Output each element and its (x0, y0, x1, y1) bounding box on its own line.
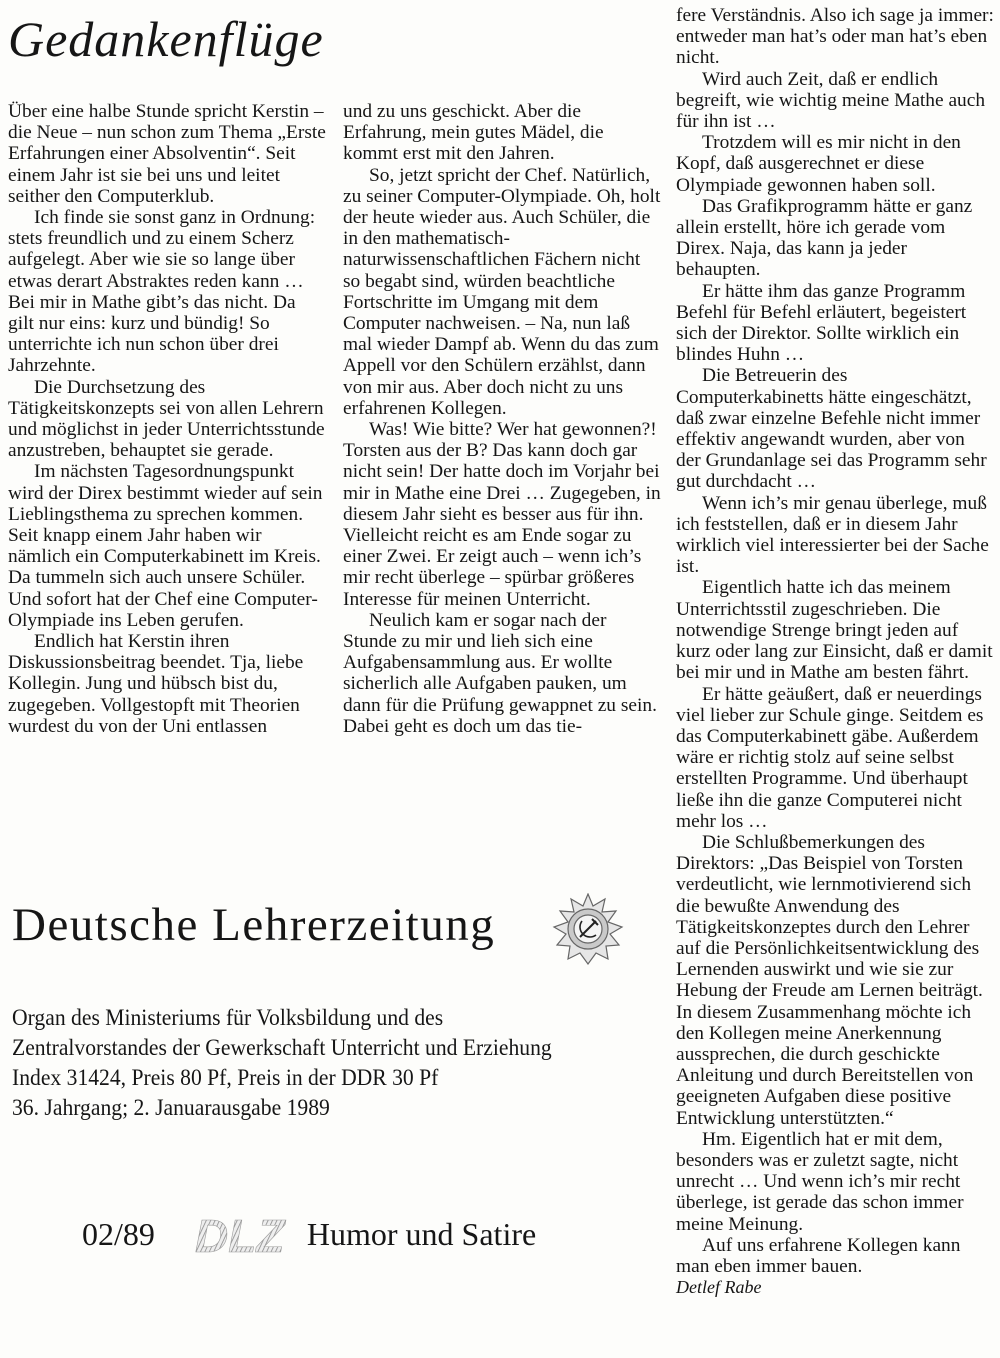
paragraph: Trotzdem will es mir nicht in den Kopf, daß ausgerechnet er diese Olympiade gewonnen haben soll. (676, 132, 961, 196)
info-line: 36. Jahrgang; 2. Januarausgabe 1989 (12, 1095, 330, 1121)
article-column-3 (676, 5, 994, 1298)
author-signature: Detlef Rabe (676, 1277, 762, 1298)
issue-number: 02/89 (82, 1215, 155, 1252)
paragraph: Er hätte geäußert, daß er neuerdings viel lieber zur Schule ginge. Seitdem es das Computerkabinett gäbe. Außerdem wäre er richtig stolz auf seine selbst erstellten Programme. Und überhaupt ließe ihn die ganze Computerei nicht mehr los … (676, 683, 984, 832)
paragraph: Was! Wie bitte? Wer hat gewonnen?! Torsten aus der B? Das kann doch gar nicht sein! Der hatte doch im Vorjahr bei mir in Mathe eine Drei … Zugegeben, in diesem Jahr sieht es besser aus für ihn. Vielleicht reicht es am Ende sogar zu einer Zwei. Er zeigt auch – wenn ich’s mir recht überlege – spürbar größeres Interesse für meinen Unterricht. (343, 419, 661, 610)
paragraph: Die Durchsetzung des Tätigkeitskonzepts sei von allen Lehrern und möglichst in jeder Unterrichtsstunde anzustreben, behauptet sie gerade. (8, 376, 325, 462)
paragraph: Das Grafikprogramm hätte er ganz allein erstellt, höre ich gerade vom Direx. Naja, das kann ja jeder behaupten. (676, 195, 973, 281)
paragraph: Ich finde sie sonst ganz in Ordnung: stets freundlich und zu einem Scherz aufgelegt. Aber wie sie so lange über etwas derart Abstraktes reden kann … Bei mir in Mathe gibt’s das nicht. Da gilt nur eins: kurz und bündig! So unterrichte ich nun schon über drei Jahrzehnte. (8, 207, 316, 377)
paragraph: und zu uns geschickt. Aber die Erfahrung, mein gutes Mädel, die kommt erst mit den Jahren. (343, 101, 604, 165)
paragraph: fere Verständnis. Also ich sage ja immer: entweder man hat’s oder man hat’s eben nicht. (676, 5, 994, 69)
paragraph: Er hätte ihm das ganze Programm Befehl für Befehl erläutert, begeistert sich der Direktor. Sollte wirklich ein blindes Huhn … (676, 280, 967, 366)
article-column-1 (8, 101, 326, 737)
paragraph: So, jetzt spricht der Chef. Natürlich, zu seiner Computer-Olympiade. Oh, holt der heute wieder aus. Auch Schüler, die in den mathematisch-naturwissenschaftlichen Fächern nicht so begabt sind, würden beachtliche Fortschritte im Umgang mit dem Computer nachweisen. – Na, nun laß mal wieder Dampf ab. Wenn du das zum Appell vor den Schülern erzählst, dann von mir aus. Aber doch nicht zu uns erfahrenen Kollegen. (343, 164, 661, 419)
paragraph: Endlich hat Kerstin ihren Diskussionsbeitrag beendet. Tja, liebe Kollegin. Jung und hübsch bist du, zugegeben. Vollgestopft mit Theorien wurdest du von der Uni entlassen (8, 631, 304, 737)
ddr-emblem-icon (552, 893, 624, 965)
section-title: Humor und Satire (306, 1215, 537, 1252)
dlz-logo (193, 1210, 289, 1258)
paragraph: Die Betreuerin des Computerkabinetts hätte eingeschätzt, daß zwar einzelne Befehle nicht immer effektiv angewandt wurden, aber von der Grundanlage sei das Programm sehr gut durchdacht … (676, 365, 987, 493)
paragraph: Neulich kam er sogar nach der Stunde zu mir und lieh sich eine Aufgabensammlung aus. Er wollte sicherlich alle Aufgaben pauken, um dann für die Prüfung gewappnet zu sein. Dabei geht es doch um das tie- (343, 609, 657, 737)
paragraph: Auf uns erfahrene Kollegen kann man eben immer bauen. (676, 1234, 961, 1277)
footer-bar (82, 1208, 536, 1260)
paragraph: Wird auch Zeit, daß er endlich begreift, wie wichtig meine Mathe auch für ihn ist … (676, 68, 986, 133)
paragraph: Hm. Eigentlich hat er mit dem, besonders was er zuletzt sagte, nicht unrecht … Und wenn ich’s mir recht überlege, ist gerade das schon immer meine Meinung. (676, 1128, 964, 1235)
article-headline: Gedankenflüge (8, 11, 324, 67)
svg-text:DLZ: DLZ (194, 1210, 285, 1258)
masthead-info (12, 1003, 662, 1123)
paragraph: Wenn ich’s mir genau überlege, muß ich feststellen, daß er in diesem Jahr wirklich viel interessierter bei der Sache ist. (676, 492, 989, 578)
info-line: Zentralvorstandes der Gewerkschaft Unterricht und Erziehung (12, 1035, 552, 1061)
newspaper-title: Deutsche Lehrerzeitung (12, 899, 496, 951)
info-line: Organ des Ministeriums für Volksbildung und des (12, 1005, 444, 1031)
info-line: Index 31424, Preis 80 Pf, Preis in der DDR 30 Pf (12, 1065, 439, 1091)
paragraph: Die Schlußbemerkungen des Direktors: „Das Beispiel von Torsten verdeutlicht, wie lernmotivierend sich die bewußte Anwendung des Tätigkeitskonzeptes durch den Lehrer auf die Persönlichkeitsentwicklung des Lernenden auswirkt und wie sie zur Hebung der Freude am Lernen beiträgt. In diesem Zusammenhang möchte ich den Kollegen meine Anerkennung aussprechen, die durch geschickte Anleitung und durch Bereitstellen von geeigneten Aufgaben diese positive Entwicklung unterstützten.“ (676, 831, 983, 1129)
paragraph: Im nächsten Tagesordnungspunkt wird der Direx bestimmt wieder auf sein Lieblingsthema zu sprechen kommen. Seit knapp einem Jahr haben wir nämlich ein Computerkabinett im Kreis. Da tummeln sich auch unsere Schüler. Und sofort hat der Chef eine Computer-Olympiade ins Leben gerufen. (8, 461, 323, 631)
paragraph: Über eine halbe Stunde spricht Kerstin – die Neue – nun schon zum Thema „Erste Erfahrungen einer Absolventin“. Seit einem Jahr ist sie bei uns und leitet seither den Computerklub. (8, 101, 326, 207)
paragraph: Eigentlich hatte ich das meinem Unterrichtsstil zugeschrieben. Die notwendige Strenge bringt jeden auf kurz oder lang zur Einsicht, daß er damit bei mir und in Mathe am besten fährt. (676, 577, 993, 684)
article-column-2 (343, 101, 661, 737)
